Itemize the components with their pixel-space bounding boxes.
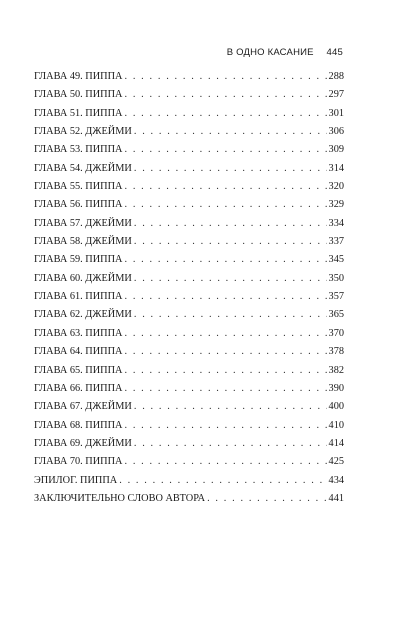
toc-entry xyxy=(34,325,344,343)
toc-entry-page: 301 xyxy=(328,107,344,119)
dot-leader xyxy=(207,490,326,508)
toc-entry xyxy=(34,141,344,159)
toc-entry-page: 365 xyxy=(328,309,344,321)
toc-entry xyxy=(34,472,344,490)
toc-entry-page: 329 xyxy=(328,199,344,211)
toc-entry xyxy=(34,490,344,508)
toc-entry xyxy=(34,270,344,288)
toc-entry-title: ГЛАВА 49. ПИППА xyxy=(34,71,123,82)
toc-entry-page: 378 xyxy=(328,346,344,358)
toc-entry-title: ЗАКЛЮЧИТЕЛЬНО СЛОВО АВТОРА xyxy=(34,492,206,504)
dot-leader xyxy=(134,270,327,288)
toc-entry-page: 350 xyxy=(328,272,344,284)
toc-entry xyxy=(34,362,344,380)
toc-entry-title: ГЛАВА 55. ПИППА xyxy=(34,181,123,193)
toc-entry-page: 357 xyxy=(328,291,344,303)
dot-leader xyxy=(119,472,326,490)
toc-entry xyxy=(34,453,344,471)
toc-entry-title: ГЛАВА 63. ПИППА xyxy=(34,327,123,339)
toc-entry-page: 337 xyxy=(328,236,344,248)
toc-entry-page: 370 xyxy=(328,327,344,339)
toc-entry xyxy=(34,178,344,196)
toc-entry-page: 297 xyxy=(328,89,344,101)
toc-entry-page: 306 xyxy=(328,126,344,138)
running-header xyxy=(227,47,343,58)
toc-entry xyxy=(34,215,344,233)
toc-entry xyxy=(34,343,344,361)
toc-entry-page: 425 xyxy=(328,456,344,468)
dot-leader xyxy=(124,362,326,380)
dot-leader xyxy=(124,86,326,104)
dot-leader xyxy=(124,325,326,343)
toc-entry xyxy=(34,68,344,86)
toc-entry-title: ГЛАВА 50. ПИППА xyxy=(34,89,123,101)
toc-entry xyxy=(34,380,344,398)
toc-entry-page: 441 xyxy=(328,492,344,504)
toc-entry-title: ГЛАВА 57. ДЖЕЙМИ xyxy=(34,217,132,229)
dot-leader xyxy=(134,398,327,416)
toc-entry-page: 390 xyxy=(328,382,344,394)
toc-entry-page: 414 xyxy=(328,437,344,449)
toc-entry-page: 288 xyxy=(328,71,344,82)
toc-entry xyxy=(34,398,344,416)
toc-entry-title: ГЛАВА 53. ПИППА xyxy=(34,144,123,156)
dot-leader xyxy=(124,288,326,306)
toc-entry-title: ЭПИЛОГ. ПИППА xyxy=(34,474,118,486)
toc-entry-title: ГЛАВА 64. ПИППА xyxy=(34,346,123,358)
toc-entry-title: ГЛАВА 70. ПИППА xyxy=(34,456,123,468)
toc-entry xyxy=(34,160,344,178)
toc-entry-title: ГЛАВА 60. ДЖЕЙМИ xyxy=(34,272,132,284)
toc-entry xyxy=(34,105,344,123)
toc-entry xyxy=(34,86,344,104)
toc-entry-page: 309 xyxy=(328,144,344,156)
toc-entry-title: ГЛАВА 66. ПИППА xyxy=(34,382,123,394)
dot-leader xyxy=(124,417,326,435)
book-title: В ОДНО КАСАНИЕ xyxy=(226,47,314,58)
page-number: 445 xyxy=(326,47,343,58)
dot-leader xyxy=(134,160,327,178)
toc-entry-title: ГЛАВА 62. ДЖЕЙМИ xyxy=(34,309,132,321)
dot-leader xyxy=(124,141,326,159)
toc-entry-title: ГЛАВА 54. ДЖЕЙМИ xyxy=(34,162,132,174)
toc-entry-title: ГЛАВА 67. ДЖЕЙМИ xyxy=(34,401,132,413)
toc-entry-page: 410 xyxy=(328,419,344,431)
dot-leader xyxy=(134,435,327,453)
toc-entry-page: 314 xyxy=(328,162,344,174)
toc-entry-title: ГЛАВА 68. ПИППА xyxy=(34,419,123,431)
dot-leader xyxy=(124,196,326,214)
toc-entry xyxy=(34,123,344,141)
toc-entry-title: ГЛАВА 69. ДЖЕЙМИ xyxy=(34,437,132,449)
toc-entry-page: 345 xyxy=(328,254,344,266)
toc-entry xyxy=(34,435,344,453)
dot-leader xyxy=(124,105,326,123)
dot-leader xyxy=(124,178,326,196)
toc-entry-title: ГЛАВА 58. ДЖЕЙМИ xyxy=(34,236,132,248)
toc-entry xyxy=(34,233,344,251)
toc-entry-page: 320 xyxy=(328,181,344,193)
dot-leader xyxy=(124,343,326,361)
toc-entry-title: ГЛАВА 59. ПИППА xyxy=(34,254,123,266)
toc-entry-page: 434 xyxy=(328,474,344,486)
dot-leader xyxy=(124,68,326,86)
dot-leader xyxy=(124,251,326,269)
table-of-contents xyxy=(34,68,344,508)
toc-entry xyxy=(34,306,344,324)
toc-entry-title: ГЛАВА 51. ПИППА xyxy=(34,107,123,119)
dot-leader xyxy=(134,306,327,324)
toc-entry-page: 382 xyxy=(328,364,344,376)
toc-entry xyxy=(34,251,344,269)
dot-leader xyxy=(124,453,326,471)
toc-entry-title: ГЛАВА 52. ДЖЕЙМИ xyxy=(34,126,132,138)
toc-entry xyxy=(34,196,344,214)
toc-entry xyxy=(34,288,344,306)
toc-entry-title: ГЛАВА 61. ПИППА xyxy=(34,291,123,303)
toc-entry-title: ГЛАВА 56. ПИППА xyxy=(34,199,123,211)
toc-entry-title: ГЛАВА 65. ПИППА xyxy=(34,364,123,376)
toc-entry xyxy=(34,417,344,435)
dot-leader xyxy=(134,215,327,233)
dot-leader xyxy=(134,233,327,251)
dot-leader xyxy=(134,123,327,141)
dot-leader xyxy=(124,380,326,398)
toc-entry-page: 400 xyxy=(328,401,344,413)
toc-entry-page: 334 xyxy=(328,217,344,229)
